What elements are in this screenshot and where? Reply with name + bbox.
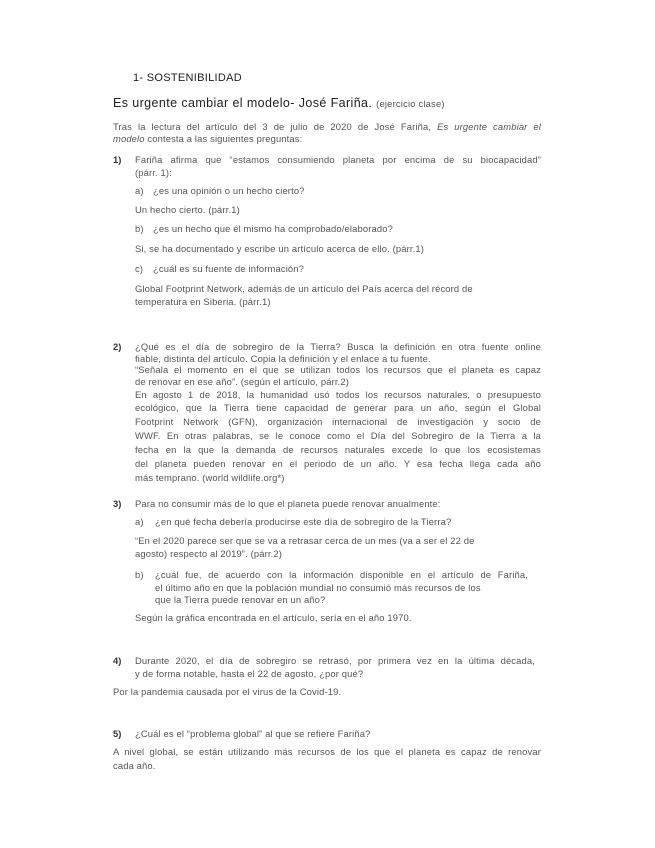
question-text: Durante 2020, el día de sobregiro se retrasó, por primera vez en la última década, xyxy=(135,655,535,666)
question-number: 4) xyxy=(113,655,122,666)
quote-text: de renovar en ese año”. (según el artículo, párr.2) xyxy=(135,376,350,387)
subquestion-text: ¿es un hecho que él mismo ha comprobado/elaborado? xyxy=(153,223,393,234)
section-heading: 1- SOSTENIBILIDAD xyxy=(133,72,243,84)
title-text: Es urgente cambiar el modelo- José Fariña. xyxy=(113,96,373,110)
answer-text: Footprint Network (GFN), organización internacional de investigación y socio de xyxy=(135,416,541,427)
subquestion-label: b) xyxy=(135,223,144,234)
question-text: ¿Qué es el día de sobregiro de la Tierra? Busca la definición en otra fuente online xyxy=(135,341,541,352)
subquestion-label: a) xyxy=(135,185,144,196)
answer-text: Si, se ha documentado y escribe un artículo acerca de ello. (párr.1) xyxy=(135,243,424,254)
answer-text: más temprano. (world wildlife.org*) xyxy=(135,472,285,483)
subquestion-label: c) xyxy=(135,263,144,274)
intro-line-1 xyxy=(113,121,541,133)
question-text: (párr. 1): xyxy=(135,167,172,178)
answer-text: WWF. En otras palabras, se le conoce como el Día del Sobregiro de la Tierra a la xyxy=(135,430,541,441)
question-number: 5) xyxy=(113,728,122,739)
document-title xyxy=(113,96,445,110)
answer-text: A nivel global, se están utilizando más recursos de los que el planeta es capaz de renovar xyxy=(113,746,541,757)
subquestion-text: el último año en que la población mundial no consumió más recursos de los xyxy=(155,582,481,593)
answer-text: Un hecho cierto. (párr.1) xyxy=(135,204,240,215)
answer-text: cada año. xyxy=(113,760,156,771)
answer-text: ecológico, que la Tierra tiene capacidad de generar para un año, según el Global xyxy=(135,402,541,413)
question-text: Para no consumir más de lo que el planeta puede renovar anualmente: xyxy=(135,498,441,509)
question-text: fiable, distinta del artículo. Copia la definición y el enlace a tu fuente. xyxy=(135,353,431,364)
answer-text: Por la pandemia causada por el virus de la Covid-19. xyxy=(113,686,342,697)
subquestion-label: a) xyxy=(135,516,144,527)
answer-text: “En el 2020 parece ser que se va a retrasar cerca de un mes (va a ser el 22 de xyxy=(135,535,475,546)
answer-text: agosto) respecto al 2019”. (párr.2) xyxy=(135,548,282,559)
question-number: 2) xyxy=(113,341,122,352)
question-number: 1) xyxy=(113,154,122,165)
subquestion-text: que la Tierra puede renovar en un año? xyxy=(155,594,326,605)
question-text: ¿Cuál es el “problema global” al que se refiere Fariña? xyxy=(135,728,371,739)
answer-text: Global Footprint Network, además de un artículo del País acerca del récord de xyxy=(135,283,473,294)
intro-text-end: contesta a las siguientes preguntas: xyxy=(144,133,303,144)
intro-line-2 xyxy=(113,133,302,145)
subquestion-text: ¿cuál fue, de acuerdo con la información disponible en el artículo de Fariña, xyxy=(155,569,528,580)
answer-text: temperatura en Siberia. (párr.1) xyxy=(135,296,271,307)
question-number: 3) xyxy=(113,498,122,509)
question-text: Fariña afirma que “estamos consumiendo planeta por encima de su biocapacidad” xyxy=(135,154,541,165)
title-note: (ejercicio clase) xyxy=(376,98,445,109)
article-title-end: modelo xyxy=(113,133,145,144)
subquestion-text: ¿cuál es su fuente de información? xyxy=(153,263,305,274)
quote-text: “Señala el momento en el que se utilizan todos los recursos que el planeta es capaz xyxy=(135,364,541,375)
subquestion-text: ¿en qué fecha debería producirse este día de sobregiro de la Tierra? xyxy=(155,516,452,527)
question-text: y de forma notable, hasta el 22 de agosto, ¿por qué? xyxy=(135,668,364,679)
article-title: Es urgente cambiar el xyxy=(437,121,541,132)
subquestion-label: b) xyxy=(135,569,144,580)
intro-text: Tras la lectura del artículo del 3 de julio de 2020 de José Fariña, xyxy=(113,121,438,132)
answer-text: fecha en la que la demanda de recursos naturales excede lo que los ecosistemas xyxy=(135,444,541,455)
answer-text: del planeta pueden renovar en el periodo de un año. Y esa fecha llega cada año xyxy=(135,458,541,469)
answer-text: Según la gráfica encontrada en el artículo, sería en el año 1970. xyxy=(135,612,412,623)
subquestion-text: ¿es una opinión o un hecho cierto? xyxy=(153,185,305,196)
answer-text: En agosto 1 de 2018, la humanidad usó todos los recursos naturales, o presupuesto xyxy=(135,389,541,400)
